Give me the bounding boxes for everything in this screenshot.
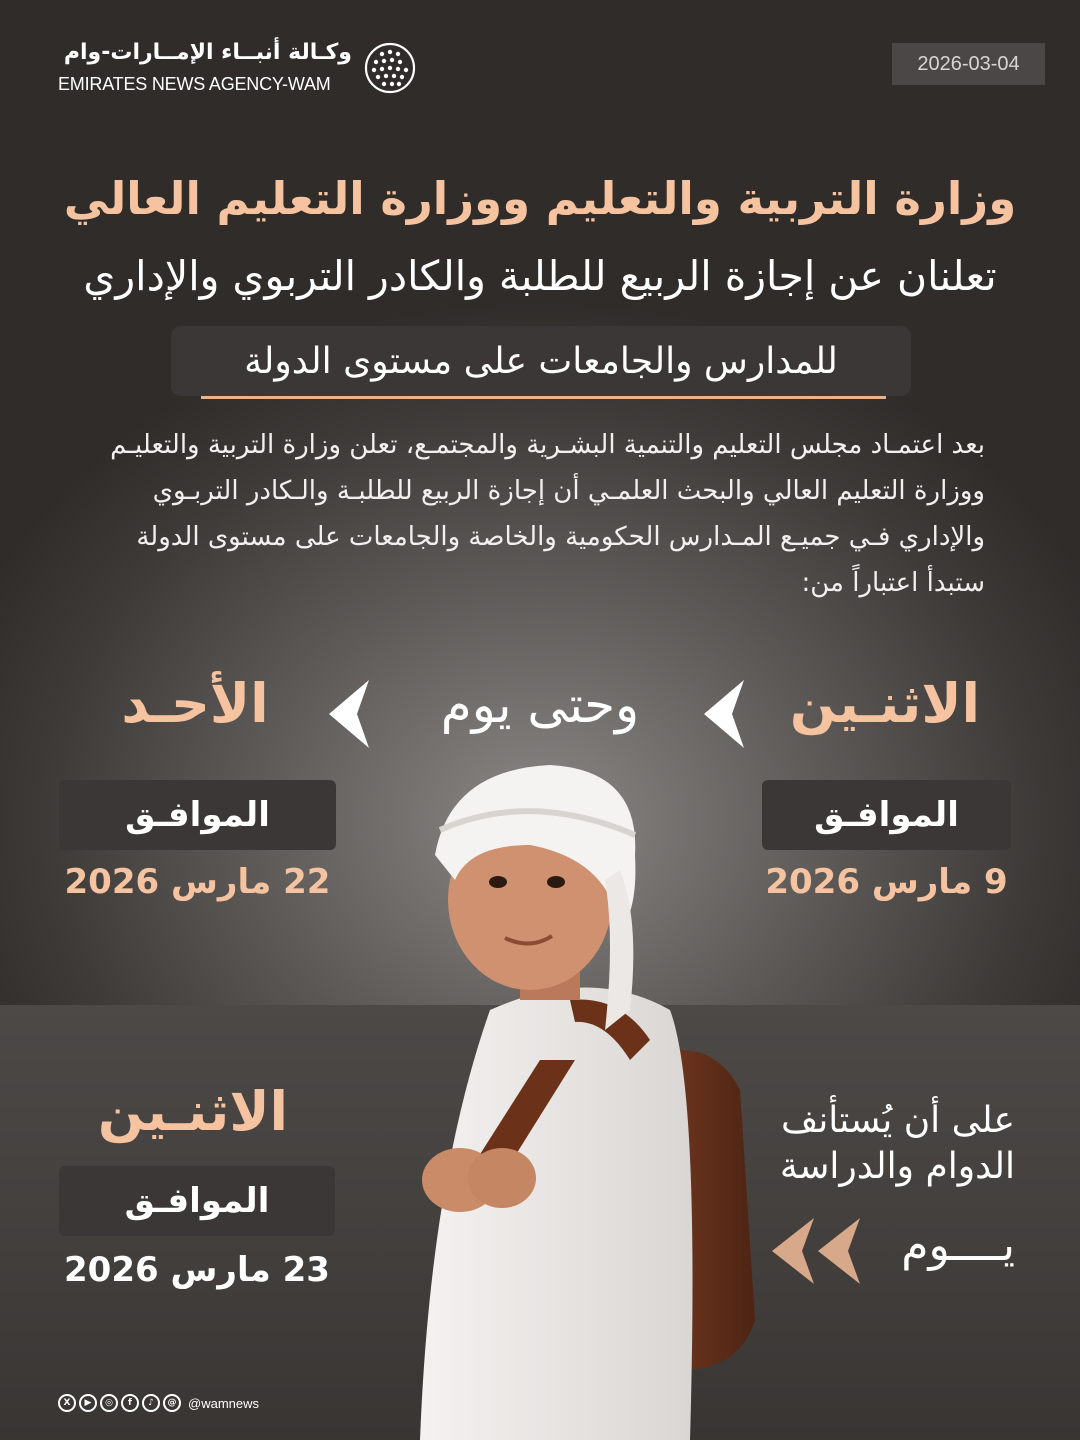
chevron-left-icon [704,680,744,748]
social-links [58,1383,259,1423]
dotted-globe-icon [362,40,418,96]
resume-date: 23 مارس 2026 [64,1250,330,1290]
publish-date-badge: 2026-03-04 [892,43,1045,85]
scope-underline [201,396,886,399]
end-date: 22 مارس 2026 [64,862,331,902]
end-corresponding-label: الموافـق [59,780,336,850]
end-day: الأحـد [121,672,269,735]
start-day: الاثنـين [789,672,981,735]
resume-day-word: يــــوم [901,1220,1015,1271]
x-icon[interactable]: X [58,1394,76,1412]
subtitle: تعلنان عن إجازة الربيع للطلبة والكادر التربوي والإداري [83,252,997,300]
instagram-icon[interactable]: ◎ [100,1394,118,1412]
resume-text [700,1098,1015,1190]
agency-logo [58,40,418,100]
resume-line-2: الدوام والدراسة [779,1146,1015,1187]
social-handle[interactable]: @wamnews [188,1395,259,1411]
youtube-icon[interactable]: ▶ [79,1394,97,1412]
announcement-body: بعد اعتمـاد مجلس التعليم والتنمية البشـرية والمجتمـع، تعلن وزارة التربية والتعليـم ووزارة التعليم العالي والبحث العلمـي أن إجازة الربيع للطلبـة والـكادر التربـوي والإداري فـي جميـع المـدارس الحكومية والخاصة والجامعات على مستوى الدولة ستبدأ اعتباراً من: [110,430,985,598]
until-label: وحتى يوم [440,676,640,734]
main-title: وزارة التربية والتعليم ووزارة التعليم العالي [63,172,1017,225]
agency-name-arabic: وكـالة أنبــاء الإمــارات-وام [63,40,352,65]
threads-icon[interactable]: @ [163,1394,181,1412]
facebook-icon[interactable]: f [121,1394,139,1412]
tiktok-icon[interactable]: ♪ [142,1394,160,1412]
start-corresponding-label: الموافـق [762,780,1011,850]
resume-corresponding-label: الموافـق [59,1166,335,1236]
agency-name-english: EMIRATES NEWS AGENCY-WAM [58,74,331,94]
scope-banner: للمدارس والجامعات على مستوى الدولة [171,326,911,396]
double-chevron-left-icon [772,1218,864,1284]
chevron-left-icon [329,680,369,748]
start-date: 9 مارس 2026 [765,862,1008,902]
resume-line-1: على أن يُستأنف [781,1100,1015,1141]
resume-day: الاثنـين [97,1080,289,1143]
